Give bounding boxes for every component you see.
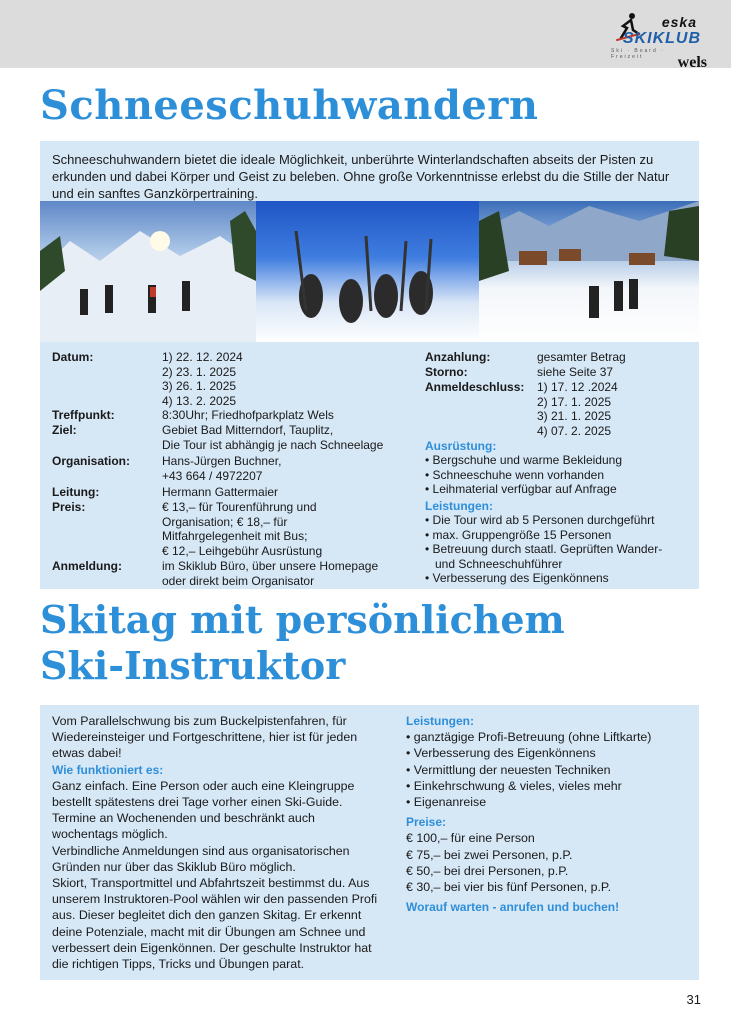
- logo-tagline: Ski · Board · Freizeit: [611, 48, 665, 60]
- how-line: wochentags möglich.: [52, 827, 168, 842]
- list-item: • Eigenanreise: [406, 795, 487, 810]
- section2-right-column: [406, 713, 651, 915]
- how-line: Ganz einfach. Eine Person oder auch eine Kleingruppe: [52, 778, 355, 793]
- how-line: die richtigen Tipps, Tricks und Übungen parat.: [52, 957, 305, 972]
- leitung-value: Hermann Gattermaier: [162, 485, 279, 499]
- list-item: • Schneeschuhe wenn vorhanden: [425, 467, 604, 482]
- intro-line: Wiedereinsteiger und Fortgeschrittene, hier ist für jeden: [52, 730, 358, 745]
- organisation-line: +43 664 / 4972207: [162, 468, 263, 483]
- how-line: Termine an Wochenenden und beschränkt auch: [52, 811, 315, 826]
- page-number: 31: [686, 992, 701, 1007]
- photo-snowshoe-group: [40, 201, 256, 342]
- leistungen-heading: Leistungen:: [406, 714, 474, 728]
- list-item: • Leihmaterial verfügbar auf Anfrage: [425, 482, 617, 497]
- logo-brand: eska: [661, 14, 697, 30]
- section1-details: [40, 342, 699, 589]
- storno-value: siehe Seite 37: [537, 365, 614, 379]
- logo-club: SKIKLUB: [622, 30, 701, 47]
- preis-line: € 12,– Leihgebühr Ausrüstung: [162, 543, 323, 558]
- how-heading: Wie funktioniert es:: [52, 762, 164, 777]
- datum-value: [162, 350, 243, 408]
- section1-intro-box: [40, 141, 699, 201]
- header-bar: [0, 0, 731, 71]
- treffpunkt-label: Treffpunkt:: [52, 408, 115, 422]
- skiklub-logo: [611, 12, 707, 71]
- how-line: unserem Instruktoren-Pool wählen wir den passenden Profi: [52, 892, 378, 907]
- list-item: • Verbesserung des Eigenkönnens: [406, 746, 596, 761]
- ausruestung-heading: Ausrüstung:: [425, 439, 497, 453]
- intro-line: etwas dabei!: [52, 746, 122, 761]
- photo-snowshoes: [256, 201, 479, 342]
- anmeldung-value: [162, 559, 378, 588]
- photo-alpine-village: [479, 201, 699, 342]
- preis-line: Organisation; € 18,– für: [162, 514, 288, 529]
- organisation-value: [162, 454, 281, 483]
- preis-value: [162, 500, 322, 558]
- leistungen-heading: Leistungen:: [425, 499, 493, 513]
- how-line: bestellt spätestens drei Tage vorher einen Ski-Guide.: [52, 795, 343, 810]
- logo-city: wels: [677, 54, 707, 71]
- organisation-label: Organisation:: [52, 454, 131, 468]
- ausruestung-list: [425, 453, 622, 497]
- how-line: Verbindliche Anmeldungen sind aus organisatorischen: [52, 843, 350, 858]
- preis-line: Mitfahrgelegenheit mit Bus;: [162, 529, 308, 544]
- intro-line: und ein sanftes Ganzkörpertraining.: [52, 186, 258, 201]
- ziel-line: Die Tour ist abhängig je nach Schneelage: [162, 437, 384, 452]
- datum-line: 1) 22. 12. 2024: [162, 350, 243, 364]
- price-item: € 100,– für eine Person: [406, 831, 535, 846]
- anmeldung-line: im Skiklub Büro, über unsere Homepage: [162, 559, 379, 573]
- list-item: • Vermittlung der neuesten Techniken: [406, 762, 611, 777]
- list-item: • Die Tour wird ab 5 Personen durchgeführt: [425, 513, 655, 527]
- price-item: € 30,– bei vier bis fünf Personen, p.P.: [406, 880, 612, 895]
- anzahlung-value: gesamter Betrag: [537, 350, 626, 364]
- datum-line: 3) 26. 1. 2025: [162, 379, 237, 394]
- datum-line: 4) 13. 2. 2025: [162, 393, 237, 408]
- leitung-label: Leitung:: [52, 485, 100, 499]
- anmeldeschluss-line: 2) 17. 1. 2025: [537, 394, 612, 409]
- anmeldeschluss-line: 4) 07. 2. 2025: [537, 423, 612, 438]
- intro-line: erkunden und dabei Körper und Geist zu beleben. Ohne große Vorkenntnisse erlebst du die Stille der Natur: [52, 169, 670, 184]
- preis-line: € 13,– für Tourenführung und: [162, 500, 317, 514]
- anmeldeschluss-label: Anmeldeschluss:: [425, 380, 525, 394]
- anmeldeschluss-line: 3) 21. 1. 2025: [537, 409, 612, 424]
- how-line: aus. Dieser begleitet dich den ganzen Skitag. Er erkennt: [52, 908, 362, 923]
- preise-heading: Preise:: [406, 815, 447, 830]
- photo-strip: [40, 201, 699, 342]
- preis-label: Preis:: [52, 500, 86, 514]
- list-item: • Verbesserung des Eigenkönnens: [425, 571, 609, 586]
- ziel-label: Ziel:: [52, 423, 77, 437]
- how-line: Skiort, Transportmittel und Abfahrtszeit bestimmst du. Aus: [52, 876, 370, 891]
- section2-box: [40, 705, 699, 980]
- anzahlung-label: Anzahlung:: [425, 350, 491, 364]
- list-item: • Betreuung durch staatl. Geprüften Wander-: [425, 542, 663, 557]
- list-item: • Einkehrschwung & vieles, vieles mehr: [406, 778, 622, 793]
- how-line: Gründen nur über das Skiklub Büro möglich.: [52, 859, 296, 874]
- list-item: und Schneeschuhführer: [425, 556, 563, 571]
- list-item: • Bergschuhe und warme Bekleidung: [425, 453, 622, 467]
- list-item: • max. Gruppengröße 15 Personen: [425, 527, 612, 542]
- intro-line: Schneeschuhwandern bietet die ideale Möglichkeit, unberührte Winterlandschaften abseits der Pisten zu: [52, 152, 654, 167]
- treffpunkt-value: 8:30Uhr; Friedhofparkplatz Wels: [162, 408, 334, 422]
- anmeldung-label: Anmeldung:: [52, 559, 122, 573]
- organisation-line: Hans-Jürgen Buchner,: [162, 454, 282, 468]
- call-to-action: Worauf warten - anrufen und buchen!: [406, 900, 620, 915]
- anmeldeschluss-line: 1) 17. 12 .2024: [537, 380, 618, 394]
- intro-line: Vom Parallelschwung bis zum Buckelpistenfahren, für: [52, 714, 347, 728]
- section2-left-column: [52, 713, 377, 972]
- ziel-value: [162, 423, 383, 452]
- anmeldeschluss-value: [537, 380, 618, 438]
- datum-label: Datum:: [52, 350, 94, 364]
- storno-label: Storno:: [425, 365, 468, 379]
- ziel-line: Gebiet Bad Mitterndorf, Tauplitz,: [162, 423, 334, 437]
- price-item: € 75,– bei zwei Personen, p.P.: [406, 847, 573, 862]
- price-item: € 50,– bei drei Personen, p.P.: [406, 863, 569, 878]
- section2-title-line1: Skitag mit persönlichem: [40, 597, 565, 642]
- datum-line: 2) 23. 1. 2025: [162, 364, 237, 379]
- how-line: verbessert dein Eigenkönnen. Der geschulte Instruktor hat: [52, 940, 372, 955]
- list-item: • ganztägige Profi-Betreuung (ohne Liftkarte): [406, 730, 652, 745]
- anmeldung-line: oder direkt beim Organisator: [162, 573, 315, 588]
- section2-title-line2: Ski-Instruktor: [40, 643, 346, 688]
- section1-title: Schneeschuhwandern: [40, 82, 539, 129]
- how-line: deine Potenziale, macht mit dir Übungen am Schnee und: [52, 924, 366, 939]
- leistungen-list: [425, 513, 662, 586]
